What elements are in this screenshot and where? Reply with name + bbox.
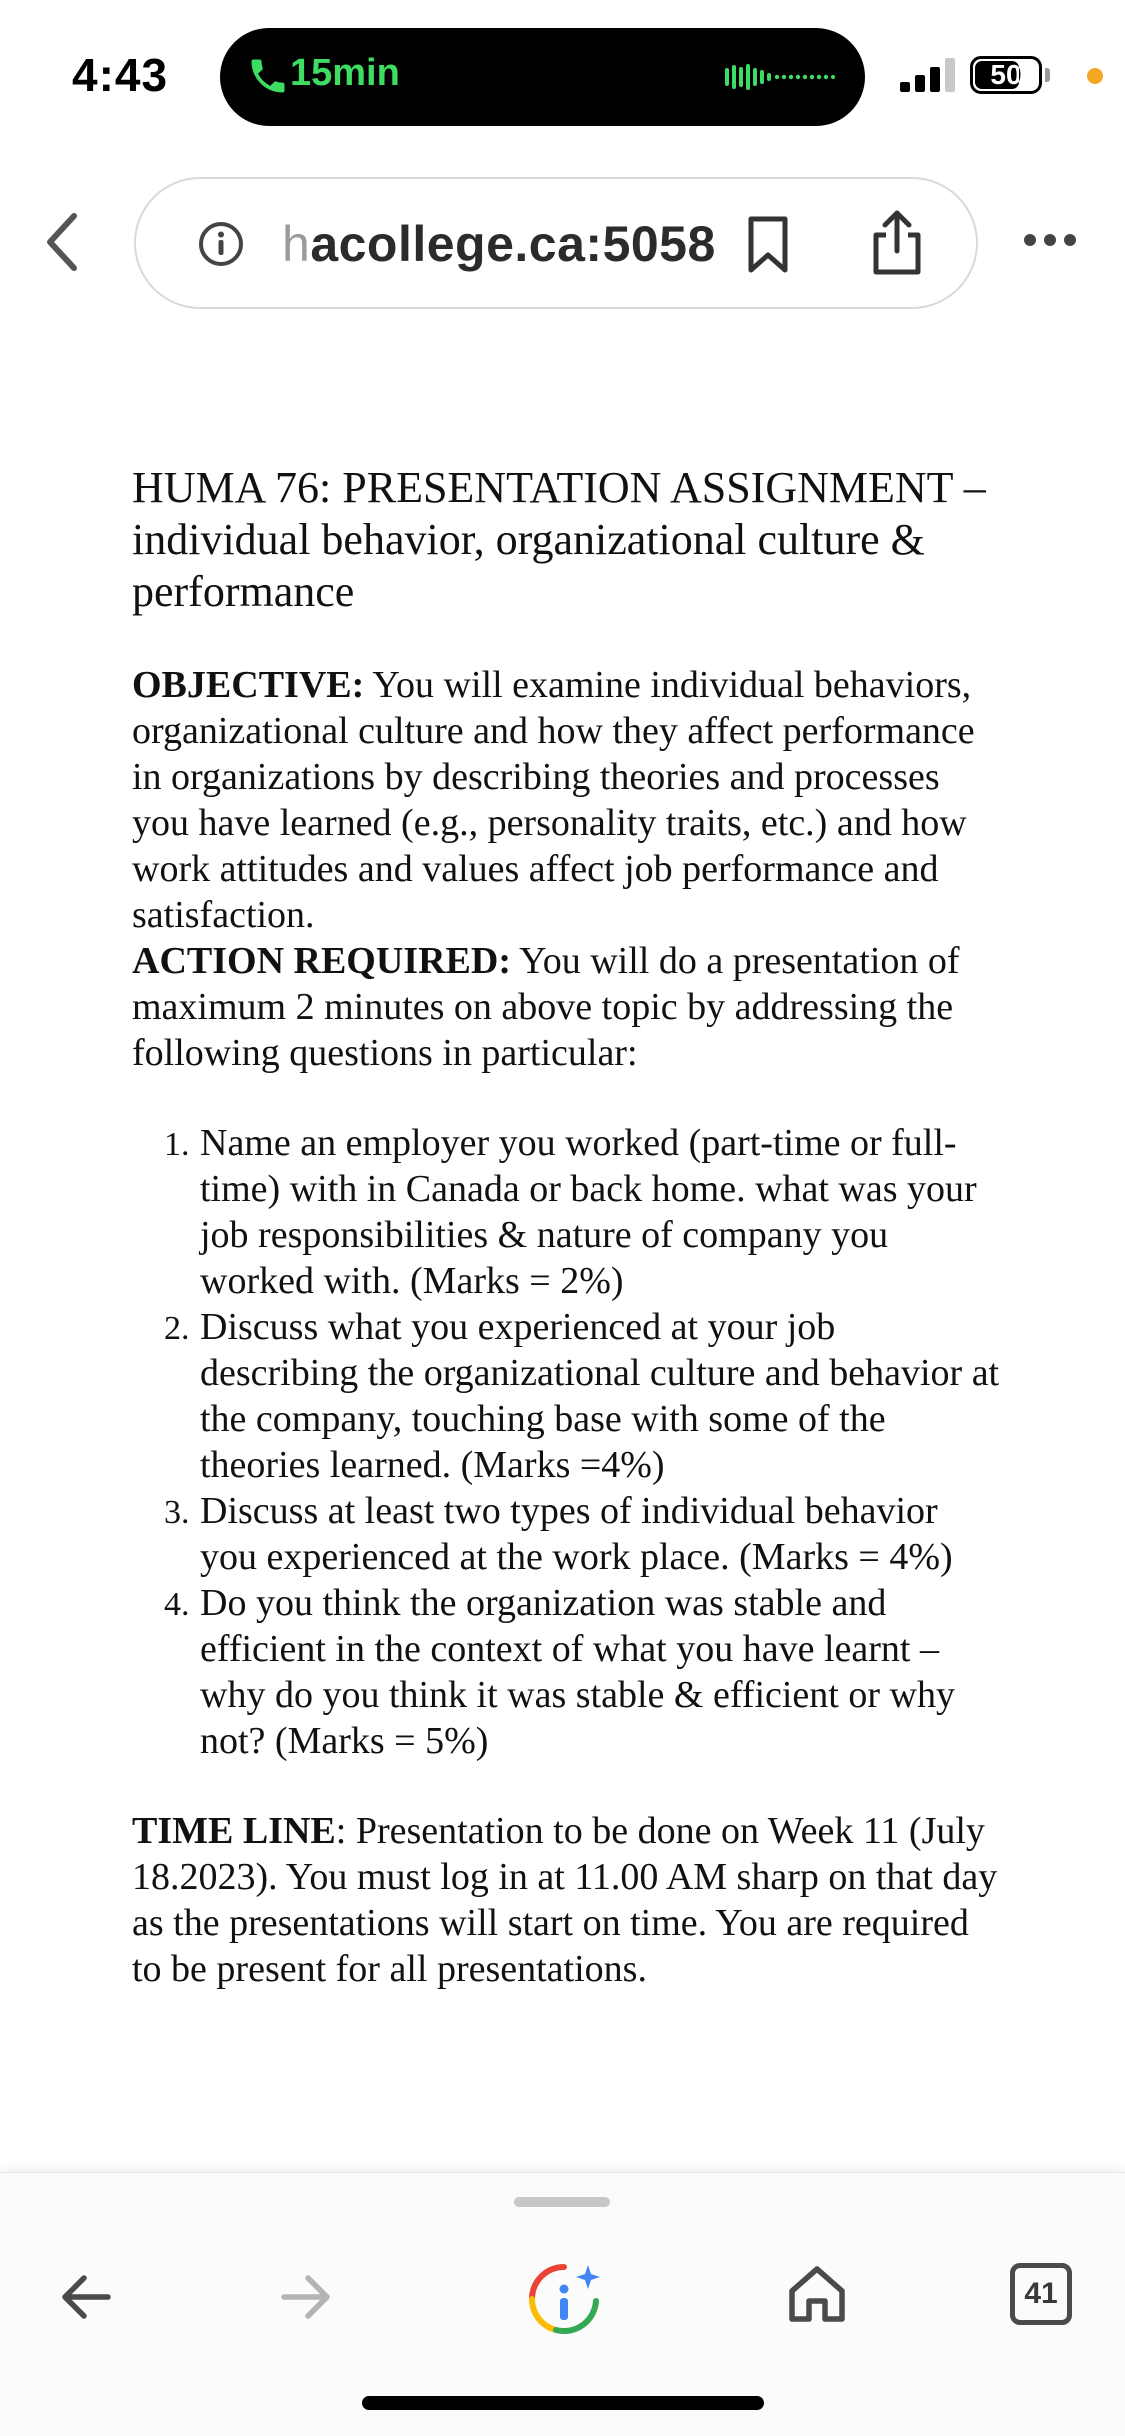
tab-count: 41 (1024, 2277, 1058, 2310)
battery-cap (1045, 68, 1050, 82)
forward-arrow-icon[interactable] (278, 2269, 334, 2325)
toolbar-grabber[interactable] (514, 2197, 610, 2207)
action-label: ACTION REQUIRED: (132, 940, 511, 982)
audio-waveform-icon (725, 64, 835, 90)
list-item: 1. Name an employer you worked (part-time or full-time) with in Canada or back home. what was your job responsibilities & nature of company you worked with. (Marks = 2%) (198, 1120, 1002, 1304)
questions-list (132, 1120, 1002, 1764)
info-icon[interactable] (198, 221, 244, 267)
cellular-signal-icon (900, 58, 958, 92)
back-chevron-icon[interactable] (44, 212, 80, 272)
objective-text: You will examine individual behaviors, organizational culture and how they affect performance in organizations by describing theories and processes you have learned (e.g., personality traits, etc.) and how work attitudes and values affect job performance and satisfaction. (132, 664, 975, 936)
document-content (132, 462, 1002, 1992)
list-item: 3. Discuss at least two types of individual behavior you experienced at the work place. (Marks = 4%) (198, 1488, 1002, 1580)
bookmark-icon[interactable] (746, 215, 790, 275)
tabs-count-button[interactable] (1010, 2263, 1072, 2325)
call-duration: 15min (290, 52, 400, 94)
timeline-text: : Presentation to be done on Week 11 (July 18.2023). You must log in at 11.00 AM sharp on that day as the presentations will start on time. You are required to be present for all presentations. (132, 1810, 998, 1990)
list-item: 2. Discuss what you experienced at your job describing the organizational culture and behavior at the company, touching base with some of the theories learned. (Marks =4%) (198, 1304, 1002, 1488)
action-text: You will do a presentation of maximum 2 minutes on above topic by addressing the following questions in particular: (132, 940, 960, 1074)
objective-label: OBJECTIVE: (132, 664, 365, 706)
objective-paragraph (132, 662, 1002, 938)
google-lens-icon[interactable] (524, 2259, 604, 2339)
url-main: acollege.ca:5058 (310, 216, 716, 272)
status-bar (0, 0, 1125, 150)
document-title: HUMA 76: PRESENTATION ASSIGNMENT – individual behavior, organizational culture & performance (132, 463, 986, 616)
action-paragraph (132, 938, 1002, 1076)
list-item: 4. Do you think the organization was stable and efficient in the context of what you have learnt – why do you think it was stable & efficient or why not? (Marks = 5%) (198, 1580, 1002, 1764)
timeline-label: TIME LINE (132, 1810, 336, 1852)
clock: 4:43 (72, 49, 169, 101)
timeline-paragraph (132, 1808, 1002, 1992)
back-arrow-icon[interactable] (58, 2269, 114, 2325)
home-icon[interactable] (786, 2263, 848, 2325)
url-text[interactable] (282, 215, 716, 273)
address-bar[interactable] (134, 177, 978, 309)
call-indicator-pill[interactable] (220, 28, 865, 126)
url-prefix: h (282, 216, 311, 272)
more-options-icon[interactable] (1022, 228, 1078, 252)
phone-icon (246, 54, 290, 98)
privacy-indicator-dot (1087, 68, 1103, 84)
battery-level: 50 (990, 59, 1022, 90)
home-indicator[interactable] (362, 2396, 764, 2410)
share-icon[interactable] (870, 209, 924, 277)
battery-icon (970, 56, 1042, 94)
